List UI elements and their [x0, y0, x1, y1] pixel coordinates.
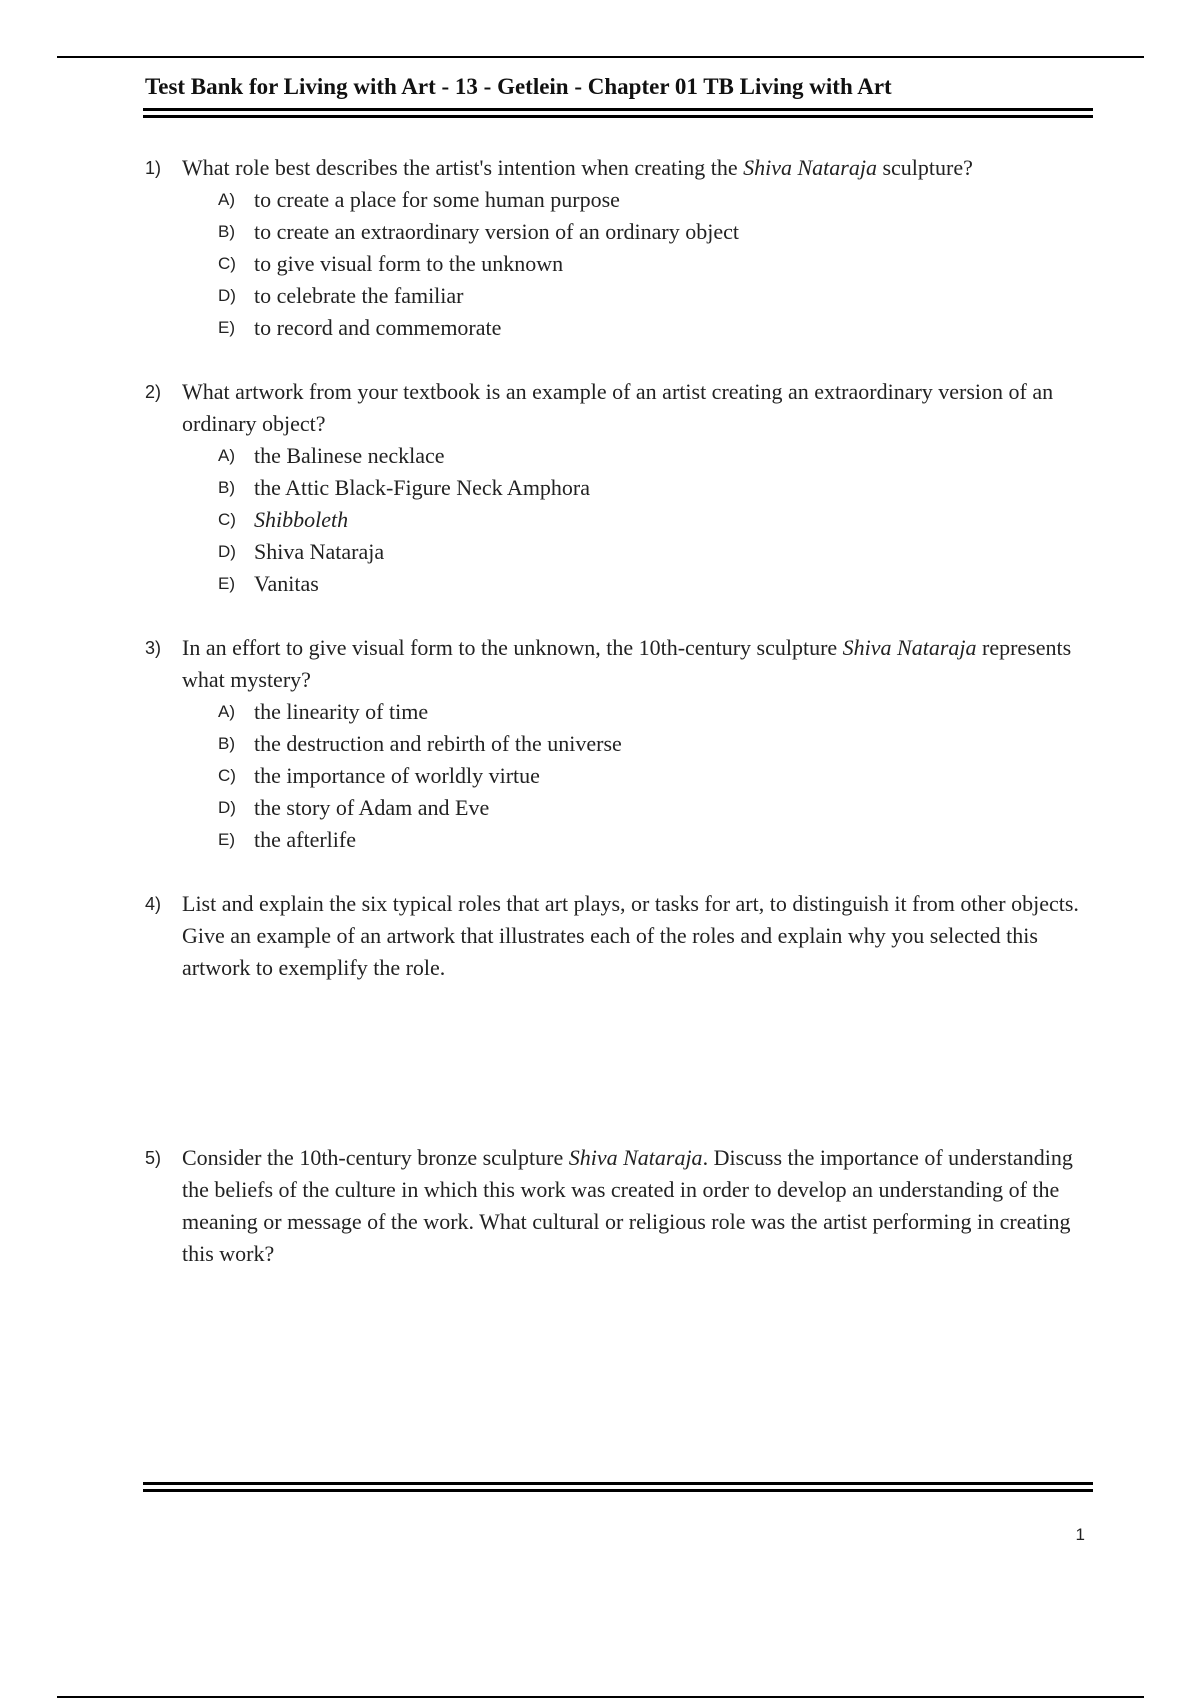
answer-option: B) the Attic Black-Figure Neck Amphora: [218, 475, 591, 500]
answer-option: E) Vanitas: [218, 571, 319, 596]
answer-option: C) Shibboleth: [218, 507, 349, 532]
page-number: 1: [1075, 1525, 1085, 1544]
question-3: [145, 632, 1095, 856]
top-border-line: [57, 56, 1144, 58]
question-text: Consider the 10th-century bronze sculpture Shiva Nataraja. Discuss the importance of understanding the beliefs of the culture in which this work was created in order to develop an understanding of the meaning or message of the work. What cultural or religious role was the artist performing in creating this work?: [182, 1145, 1073, 1266]
answer-option: E) to record and commemorate: [218, 315, 502, 340]
header-double-rule: [143, 108, 1093, 118]
question-number: 5): [145, 1148, 162, 1168]
answer-options: [218, 440, 1095, 600]
question-4: [145, 888, 1095, 984]
bottom-border-line: [57, 1696, 1144, 1698]
question-5: [145, 1142, 1095, 1270]
question-1: [145, 152, 1095, 344]
answer-option: E) the afterlife: [218, 827, 356, 852]
answer-option: A) the linearity of time: [218, 699, 429, 724]
answer-option: B) the destruction and rebirth of the universe: [218, 731, 622, 756]
answer-option: C) the importance of worldly virtue: [218, 763, 540, 788]
question-number: 3): [145, 638, 162, 658]
question-2: [145, 376, 1095, 600]
question-number: 2): [145, 382, 162, 402]
answer-option: D) the story of Adam and Eve: [218, 795, 490, 820]
page-header-title: Test Bank for Living with Art - 13 - Getlein - Chapter 01 TB Living with Art: [145, 74, 892, 99]
answer-option: A) to create a place for some human purpose: [218, 187, 620, 212]
answer-options: [218, 184, 1095, 344]
question-number: 1): [145, 158, 162, 178]
question-text: What artwork from your textbook is an example of an artist creating an extraordinary version of an ordinary object?: [182, 379, 1054, 436]
footer-double-rule: [143, 1482, 1093, 1492]
question-number: 4): [145, 894, 162, 914]
question-text: List and explain the six typical roles that art plays, or tasks for art, to distinguish it from other objects. Give an example of an artwork that illustrates each of the roles and explain why you selected this artwork to exemplify the role.: [182, 891, 1079, 980]
answer-option: A) the Balinese necklace: [218, 443, 445, 468]
answer-option: D) to celebrate the familiar: [218, 283, 464, 308]
answer-options: [218, 696, 1095, 856]
answer-option: B) to create an extraordinary version of an ordinary object: [218, 219, 740, 244]
answer-option: D) Shiva Nataraja: [218, 539, 385, 564]
question-text: In an effort to give visual form to the unknown, the 10th-century sculpture Shiva Nataraja represents what mystery?: [182, 635, 1072, 692]
answer-option: C) to give visual form to the unknown: [218, 251, 564, 276]
question-text: What role best describes the artist's intention when creating the Shiva Nataraja sculpture?: [182, 155, 973, 180]
